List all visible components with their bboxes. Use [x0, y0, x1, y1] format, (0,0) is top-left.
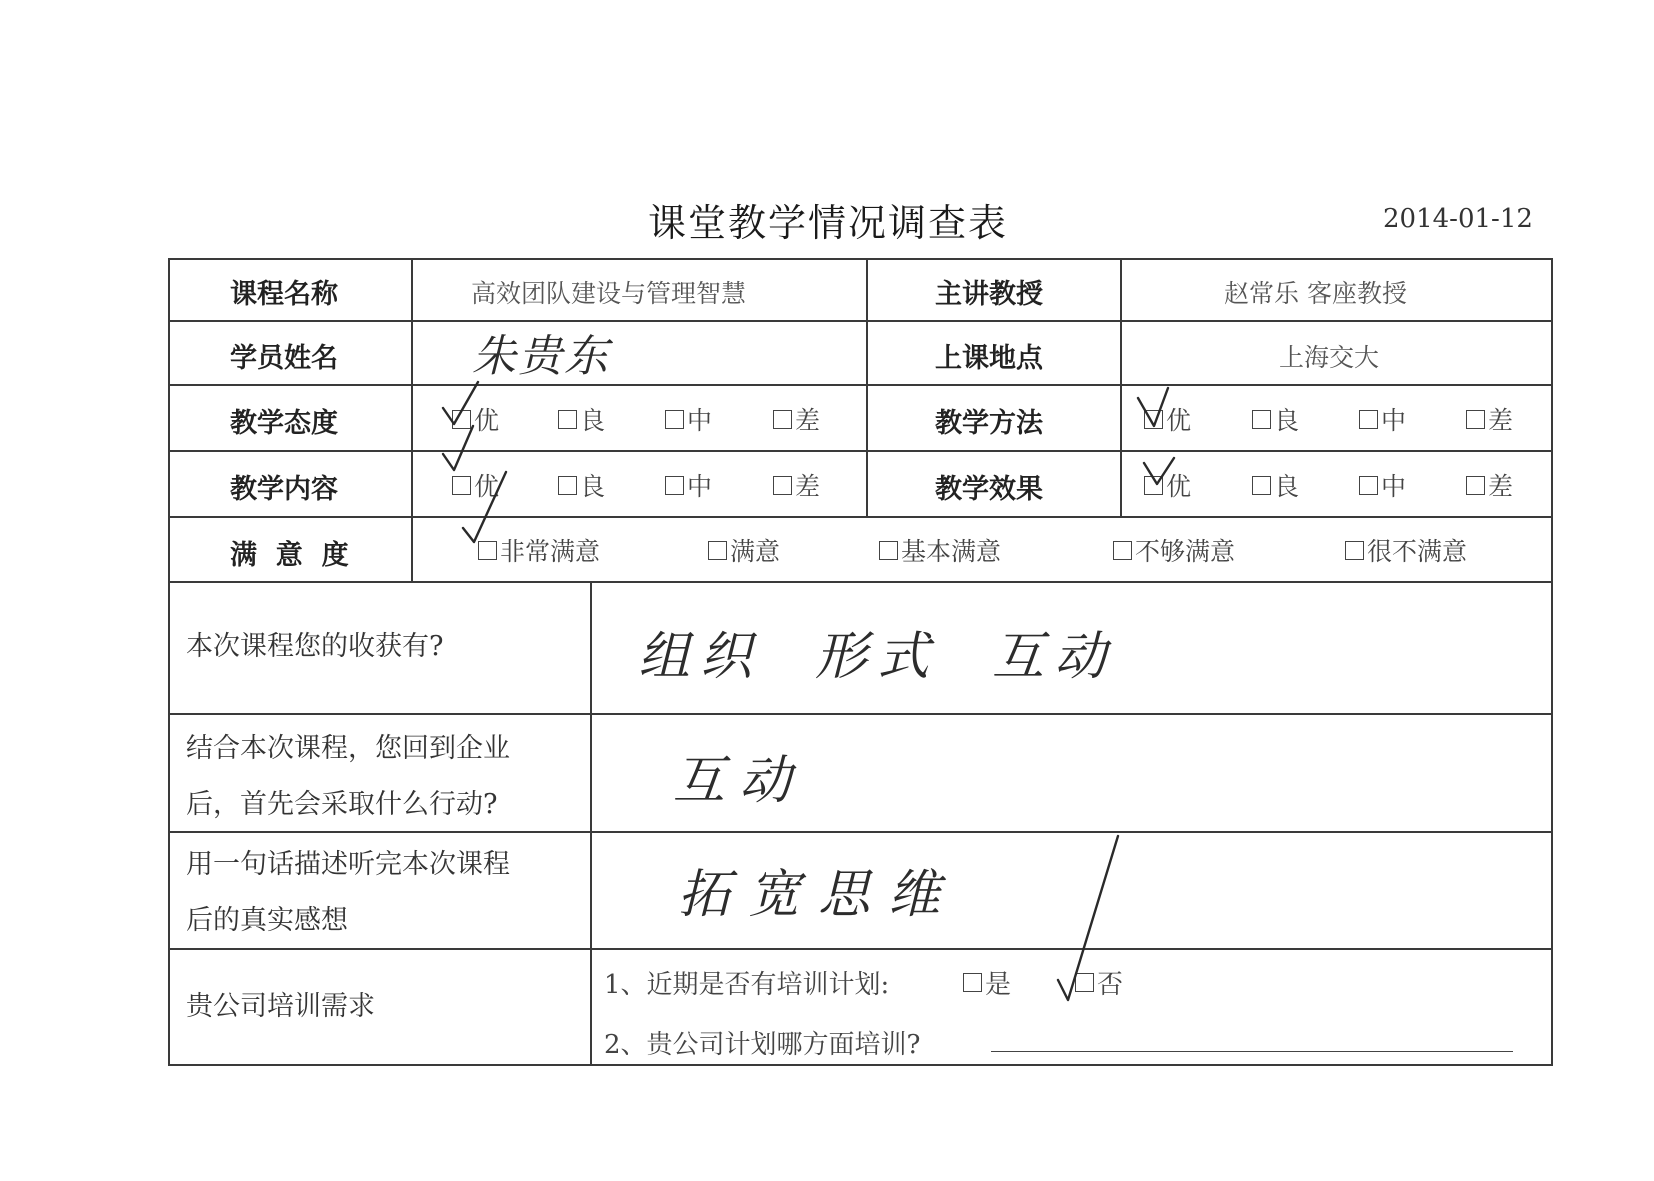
option-label: 很不满意 — [1367, 537, 1468, 566]
teaching-method-label: 教学方法 — [935, 408, 1043, 439]
survey-table — [168, 258, 1553, 1066]
option-label: 中 — [687, 472, 713, 501]
option-label: 中 — [687, 406, 713, 435]
option-label: 优 — [1166, 406, 1192, 435]
option-label: 否 — [1097, 970, 1124, 1000]
question-text: 1、近期是否有培训计划: — [604, 970, 890, 1000]
question-text: 2、贵公司计划哪方面培训? — [604, 1030, 921, 1060]
feeling-answer-handwritten: 拓宽思维 — [678, 865, 959, 925]
satisfaction-label: 满 意 度 — [230, 540, 349, 571]
option-label: 优 — [474, 472, 500, 501]
location-label: 上课地点 — [935, 343, 1043, 374]
student-name-label: 学员姓名 — [230, 343, 338, 374]
check-mark-method — [1138, 388, 1168, 426]
checkmarks-ink — [168, 258, 1553, 1066]
action-question-line1: 结合本次课程，您回到企业 — [186, 733, 510, 764]
option-label: 差 — [1488, 406, 1514, 435]
student-name-handwritten: 朱贵东 — [472, 331, 610, 382]
gain-answer-handwritten: 组织 形式 互动 — [638, 627, 1117, 687]
check-mark-effect — [1144, 458, 1174, 484]
option-label: 不够满意 — [1135, 537, 1236, 566]
option-label: 良 — [1274, 472, 1300, 501]
option-label: 非常满意 — [500, 537, 601, 566]
option-label: 优 — [474, 406, 500, 435]
option-label: 优 — [1166, 472, 1192, 501]
lecturer-label: 主讲教授 — [935, 279, 1043, 310]
training-needs-label: 贵公司培训需求 — [186, 991, 375, 1022]
option-label: 基本满意 — [901, 537, 1002, 566]
teaching-effect-label: 教学效果 — [935, 474, 1043, 505]
option-label: 良 — [1274, 406, 1300, 435]
option-label: 中 — [1381, 472, 1407, 501]
teaching-content-label: 教学内容 — [230, 474, 338, 505]
location-value: 上海交大 — [1279, 343, 1380, 372]
check-mark-training-no — [1058, 836, 1118, 1000]
option-label: 差 — [795, 472, 821, 501]
option-label: 良 — [580, 406, 606, 435]
option-label: 满意 — [730, 537, 781, 566]
form-date: 2014-01-12 — [1383, 204, 1533, 234]
check-mark-attitude — [443, 382, 478, 424]
gain-question: 本次课程您的收获有? — [186, 631, 444, 662]
action-answer-handwritten: 互动 — [673, 751, 806, 811]
course-name-value: 高效团队建设与管理智慧 — [471, 279, 747, 308]
feeling-question-line1: 用一句话描述听完本次课程 — [186, 849, 510, 880]
feeling-question-line2: 后的真实感想 — [186, 905, 348, 936]
course-name-label: 课程名称 — [230, 279, 338, 310]
option-label: 差 — [795, 406, 821, 435]
lecturer-value: 赵常乐 客座教授 — [1224, 279, 1407, 308]
action-question-line2: 后，首先会采取什么行动? — [186, 789, 498, 820]
teaching-attitude-label: 教学态度 — [230, 408, 338, 439]
option-label: 差 — [1488, 472, 1514, 501]
form-title: 课堂教学情况调查表 — [648, 201, 1009, 245]
check-mark-content — [443, 426, 473, 470]
option-label: 良 — [580, 472, 606, 501]
option-label: 中 — [1381, 406, 1407, 435]
check-mark-satisfaction — [463, 472, 506, 542]
option-label: 是 — [985, 970, 1012, 1000]
